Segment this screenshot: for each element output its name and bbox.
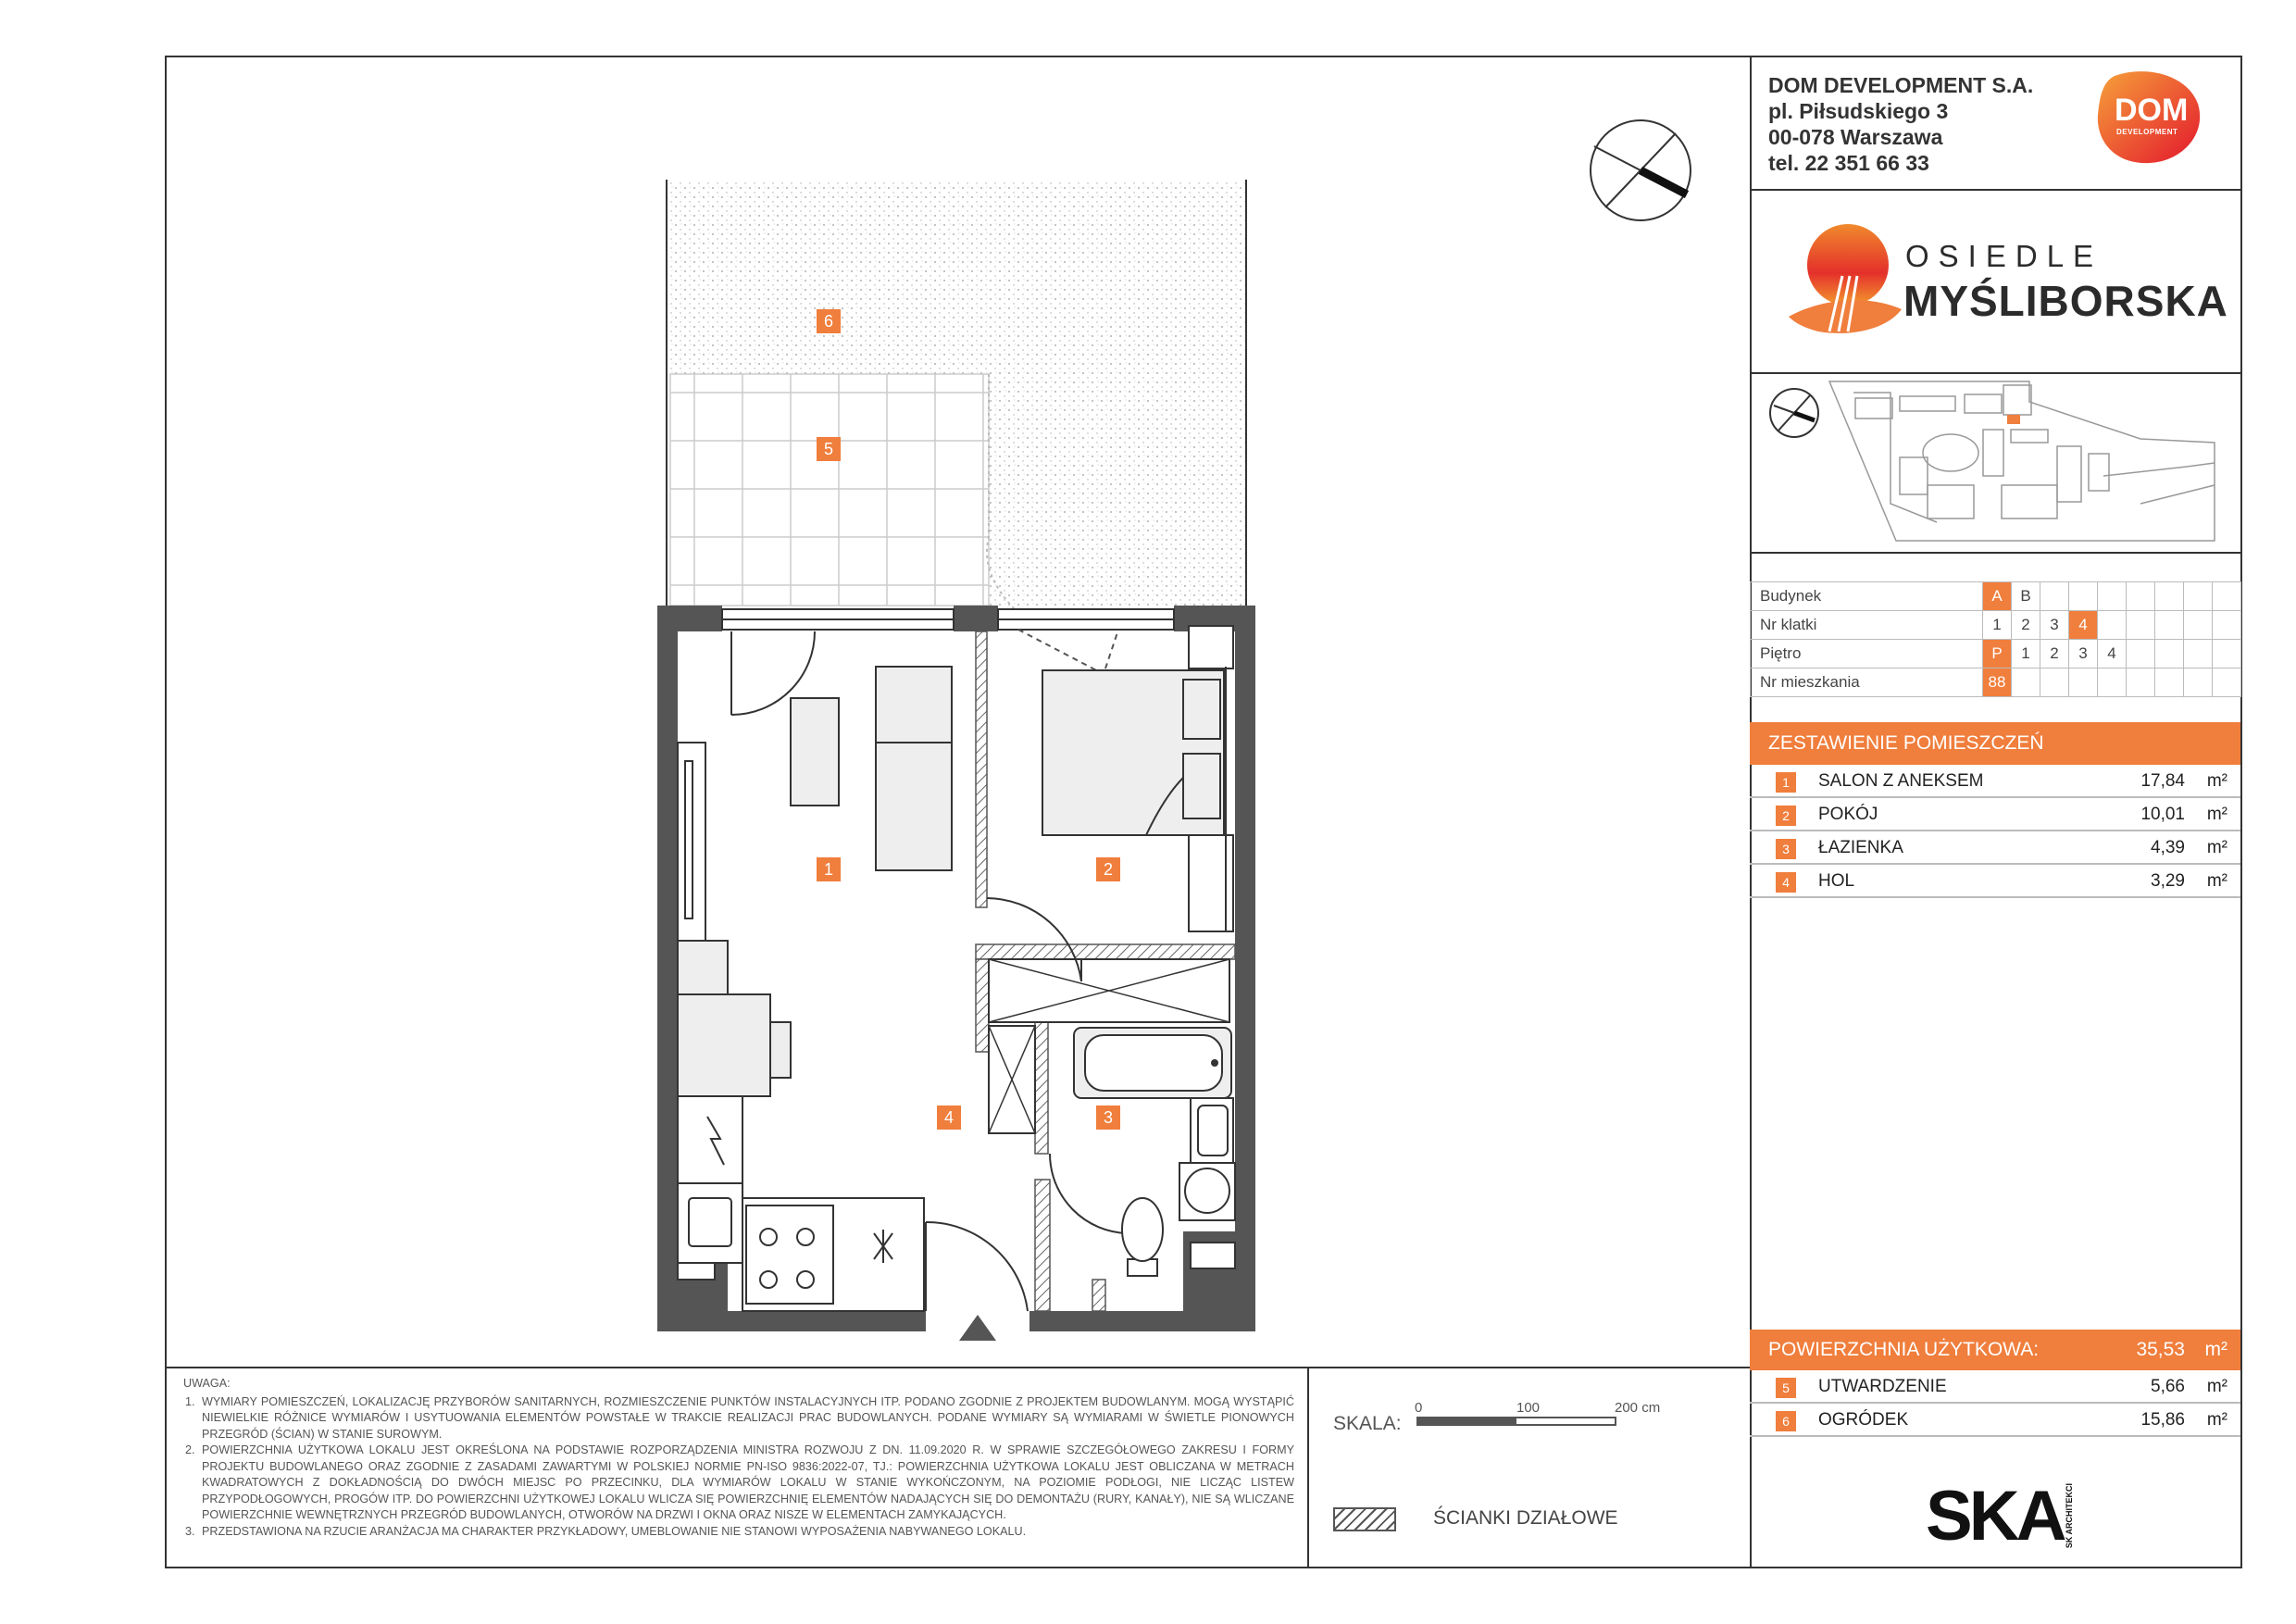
- room-area: 4,39: [2151, 838, 2185, 857]
- room-row: [1750, 765, 2240, 798]
- room-number: 4: [1776, 872, 1796, 893]
- company-phone: tel. 22 351 66 33: [1768, 151, 1929, 175]
- room-row: [1750, 831, 2240, 865]
- apartment-label: Nr mieszkania: [1751, 668, 1983, 697]
- dom-logo-text: DOM: [2115, 93, 2189, 128]
- floor-option: 1: [2012, 640, 2040, 668]
- staircase-row: [1751, 611, 2241, 640]
- staircase-option: 1: [1983, 611, 2012, 640]
- building-option: A: [1983, 582, 2012, 611]
- rooms-header: ZESTAWIENIE POMIESZCZEŃ: [1750, 722, 2240, 765]
- note-item: [183, 1443, 1294, 1524]
- room-name: POKÓJ: [1818, 805, 1878, 824]
- plan-label-terrace: 5: [817, 437, 841, 461]
- project-name-line1: OSIEDLE: [1905, 239, 2103, 273]
- note-item: [183, 1394, 1294, 1443]
- floor-plan: [165, 56, 1739, 1370]
- plan-label-garden: 6: [817, 309, 841, 333]
- project-name-line2: MYŚLIBORSKA: [1903, 277, 2228, 325]
- floor-option: 2: [2040, 640, 2069, 668]
- total-area-value: 35,53: [2136, 1339, 2185, 1360]
- note-number: 1.: [185, 1394, 195, 1408]
- company-name: DOM DEVELOPMENT S.A.: [1768, 73, 2034, 97]
- extra-name: UTWARDZENIE: [1818, 1377, 1947, 1396]
- extra-number: 5: [1776, 1378, 1796, 1398]
- floor-label: Piętro: [1751, 640, 1983, 668]
- plan-label-hall: 4: [937, 1106, 961, 1130]
- scale-tick-200: 200 cm: [1615, 1400, 1661, 1416]
- company-address: [1768, 72, 2033, 176]
- room-unit: m²: [2206, 871, 2227, 891]
- extra-row: [1750, 1370, 2240, 1404]
- apartment-row: [1751, 668, 2241, 697]
- room-row: [1750, 798, 2240, 831]
- floor-option: P: [1983, 640, 2012, 668]
- apartment-info-table: [1750, 581, 2241, 697]
- note-text: WYMIARY POMIESZCZEŃ, LOKALIZACJĘ PRZYBORÓW SANITARNYCH, ROZMIESZCZENIE PUNKTÓW INSTALACYJNYCH ITP. PODANO ZGODNIE Z PROJEKTEM BUDOWLANYM. MOGĄ WYSTĄPIĆ NIEWIELKIE RÓŻNICE WYMIARÓW I USYTUOWANIA ELEMENTÓW POWSTAŁE W TRAKCIE REALIZACJI PRAC BUDOWLANYCH. PODANE WYMIARY SĄ WYMIARAMI W ŚWIETLE PIONOWYCH PRZEGRÓD (ŚCIAN) W STANIE SUROWYM.: [202, 1394, 1294, 1441]
- osiedle-logo-icon: [1785, 220, 1905, 341]
- scale-bar: [1416, 1417, 1616, 1426]
- staircase-option: 3: [2040, 611, 2069, 640]
- room-name: ŁAZIENKA: [1818, 838, 1903, 857]
- extra-area: 5,66: [2151, 1377, 2185, 1396]
- total-area-bar: [1750, 1330, 2240, 1370]
- company-street: pl. Piłsudskiego 3: [1768, 99, 1949, 123]
- wall-legend-label: ŚCIANKI DZIAŁOWE: [1433, 1507, 1618, 1529]
- extra-number: 6: [1776, 1411, 1796, 1431]
- dom-logo-subtext: DEVELOPMENT: [2116, 128, 2178, 136]
- architect-logo-sub: SK ARCHITEKCI: [2065, 1483, 2074, 1549]
- note-item: [183, 1524, 1294, 1541]
- scale-tick-0: 0: [1415, 1400, 1423, 1416]
- extra-row: [1750, 1404, 2240, 1437]
- floor-option: 4: [2098, 640, 2127, 668]
- wall-legend-swatch: [1333, 1507, 1396, 1531]
- architect-logo: [1926, 1477, 2074, 1555]
- room-area: 3,29: [2151, 871, 2185, 891]
- room-number: 3: [1776, 839, 1796, 859]
- total-area-label: POWIERZCHNIA UŻYTKOWA:: [1768, 1339, 2040, 1360]
- plan-label-bedroom: 2: [1096, 857, 1120, 881]
- note-text: PRZEDSTAWIONA NA RZUCIE ARANŻACJA MA CHARAKTER PRZYKŁADOWY, UMEBLOWANIE NIE STANOWI WYPOSAŻENIA NABYWANEGO LOKALU.: [202, 1524, 1027, 1538]
- scale-divider: [1307, 1367, 1309, 1568]
- plan-label-bathroom: 3: [1096, 1106, 1120, 1130]
- room-unit: m²: [2206, 838, 2227, 857]
- staircase-label: Nr klatki: [1751, 611, 1983, 640]
- building-row: [1751, 582, 2241, 611]
- room-row: [1750, 865, 2240, 898]
- note-text: POWIERZCHNIA UŻYTKOWA LOKALU JEST OKREŚLONA NA PODSTAWIE ROZPORZĄDZENIA MINISTRA ROZWOJU Z DN. 11.09.2020 R. W SPRAWIE SZCZEGÓŁOWEGO ZAKRESU I FORMY PROJEKTU BUDOWLANEGO ORAZ ZGODNIE Z ZASADAMI ZAWARTYMI W POLSKIEJ NORMIE PN-ISO 9836:2022-07, TJ.: POWIERZCHNIA UŻYTKOWA LOKALU JEST OBLICZANA W METRACH KWADRATOWYCH Z DOKŁADNOŚCIĄ DO DWÓCH MIEJSC PO PRZECINKU, DLA WYMIARÓW LOKALU W STANIE WYKOŃCZONYM, NA POZIOMIE PODŁOGI, NIE LICZĄC LISTEW PRZYPODŁOGOWYCH, PROGÓW ITP. DO POWIERZCHNI UŻYTKOWEJ LOKALU WLICZA SIĘ POWIERZCHNIĘ ELEMENTÓW NADAJĄCYCH SIĘ DO DEMONTAŻU (RURY, KANAŁY), NIE SĄ WLICZANE POWIERZCHNIE WEWNĘTRZNYCH PRZEGRÓD BUDOWLANYCH, OTWORÓW NA DRZWI I OKNA ORAZ NISZE W ELEMENTACH ZAMYKAJĄCYCH.: [202, 1443, 1294, 1521]
- scale-label: SKALA:: [1333, 1413, 1402, 1434]
- extra-unit: m²: [2206, 1377, 2227, 1396]
- room-name: HOL: [1818, 871, 1855, 891]
- map-divider: [1750, 552, 2242, 554]
- apartment-number: 88: [1983, 668, 2012, 697]
- header-divider: [1750, 189, 2242, 191]
- floor-option: 3: [2069, 640, 2098, 668]
- room-unit: m²: [2206, 805, 2227, 824]
- architect-logo-text: SKA: [1926, 1477, 2064, 1555]
- notes-heading: UWAGA:: [183, 1377, 231, 1390]
- scale-tick-100: 100: [1516, 1400, 1541, 1416]
- room-number: 2: [1776, 806, 1796, 826]
- staircase-option: 2: [2012, 611, 2040, 640]
- total-area-unit: m²: [2204, 1339, 2227, 1360]
- staircase-option: 4: [2069, 611, 2098, 640]
- building-label: Budynek: [1751, 582, 1983, 611]
- dom-development-logo: [2094, 69, 2205, 165]
- room-area: 10,01: [2140, 805, 2185, 824]
- site-map: [1752, 374, 2242, 550]
- room-area: 17,84: [2140, 771, 2185, 791]
- note-number: 3.: [185, 1524, 195, 1538]
- notes-block: [183, 1376, 1294, 1540]
- extra-area: 15,86: [2140, 1410, 2185, 1430]
- room-number: 1: [1776, 772, 1796, 793]
- extra-name: OGRÓDEK: [1818, 1410, 1909, 1430]
- extra-unit: m²: [2206, 1410, 2227, 1430]
- note-number: 2.: [185, 1443, 195, 1456]
- company-city: 00-078 Warszawa: [1768, 125, 1943, 149]
- room-name: SALON Z ANEKSEM: [1818, 771, 1984, 791]
- building-option: B: [2012, 582, 2040, 611]
- plan-label-living-room: 1: [817, 857, 841, 881]
- room-unit: m²: [2206, 771, 2227, 791]
- floor-row: [1751, 640, 2241, 668]
